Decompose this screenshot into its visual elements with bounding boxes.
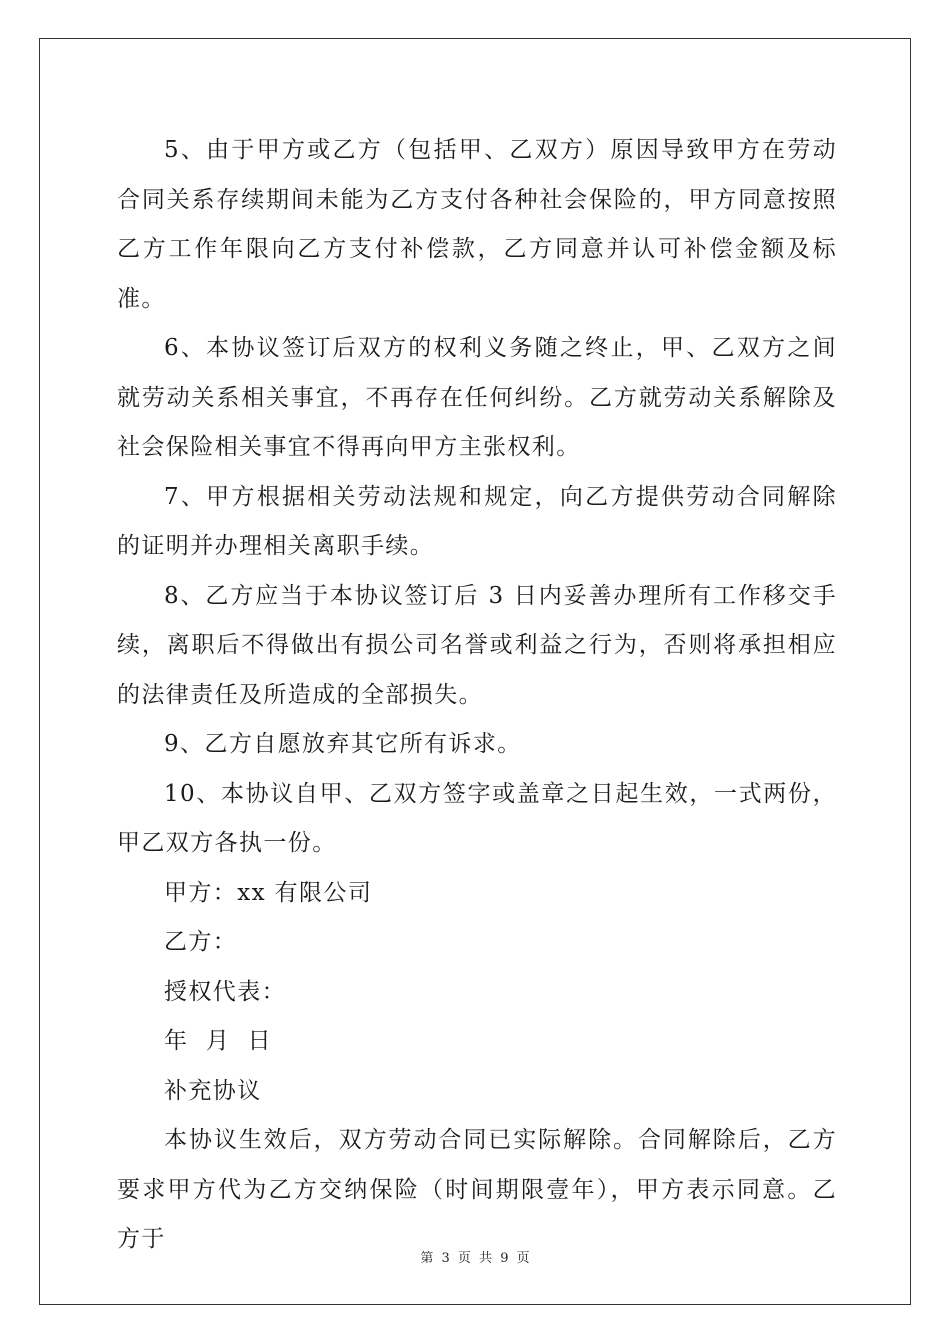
supplement-text: 本协议生效后，双方劳动合同已实际解除。合同解除后，乙方要求甲方代为乙方交纳保险（时间期限壹年），甲方表示同意。乙方于 [117, 1127, 837, 1252]
date-line: 年 月 日 [164, 1028, 273, 1054]
document-body [117, 126, 837, 1265]
clause-10: 10、本协议自甲、乙双方签字或盖章之日起生效，一式两份，甲乙双方各执一份。 [117, 780, 837, 856]
party-b-line: 乙方： [164, 929, 238, 955]
authorized-rep-line: 授权代表： [164, 978, 286, 1005]
clause-8: 8、乙方应当于本协议签订后 3 日内妥善办理所有工作移交手续，离职后不得做出有损公司名誉或利益之行为，否则将承担相应的法律责任及所造成的全部损失。 [117, 582, 837, 708]
clause-7: 7、甲方根据相关劳动法规和规定，向乙方提供劳动合同解除的证明并办理相关离职手续。 [117, 483, 837, 559]
party-a-line: 甲方：xx 有限公司 [164, 879, 373, 906]
clause-9: 9、乙方自愿放弃其它所有诉求。 [164, 731, 522, 757]
page-number-footer: 第 3 页 共 9 页 [420, 1251, 530, 1266]
clause-5: 5、由于甲方或乙方（包括甲、乙双方）原因导致甲方在劳动合同关系存续期间未能为乙方支付各种社会保险的，甲方同意按照乙方工作年限向乙方支付补偿款，乙方同意并认可补偿金额及标准。 [117, 137, 837, 312]
supplement-heading: 补充协议 [164, 1077, 262, 1104]
clause-6: 6、本协议签订后双方的权利义务随之终止，甲、乙双方之间就劳动关系相关事宜，不再存在任何纠纷。乙方就劳动关系解除及社会保险相关事宜不得再向甲方主张权利。 [117, 335, 837, 460]
